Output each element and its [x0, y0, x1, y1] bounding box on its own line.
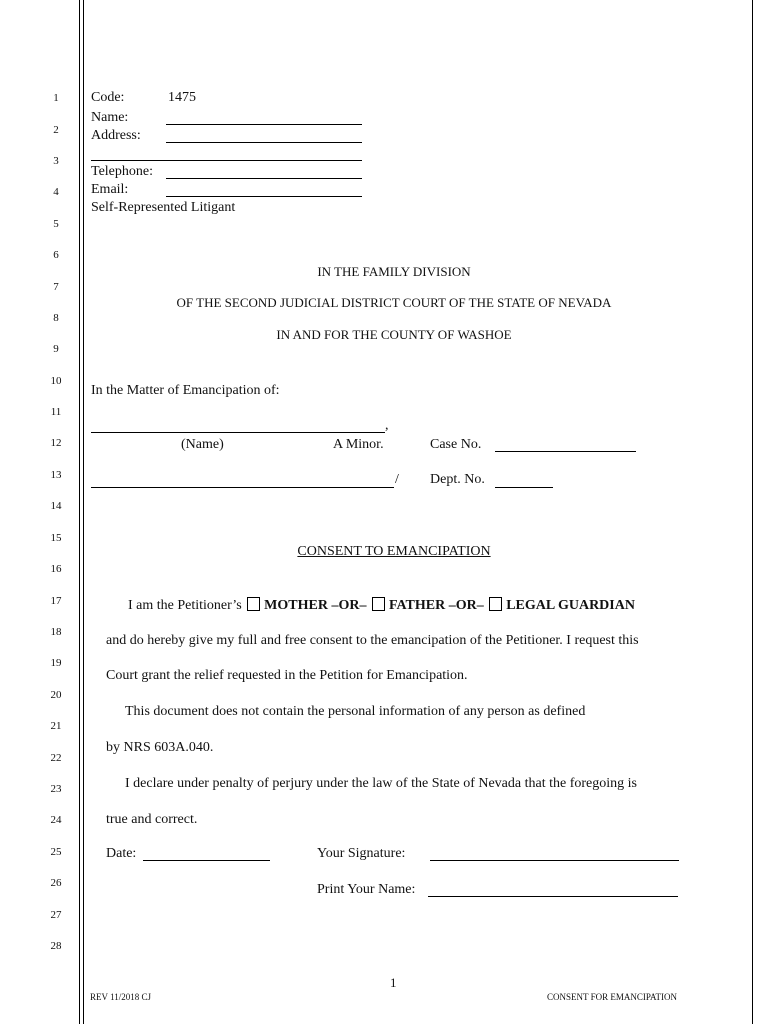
left-margin-rule-outer — [79, 0, 80, 1024]
dept-number-label: Dept. No. — [430, 472, 485, 487]
address-label: Address: — [91, 128, 141, 143]
address-field-line2[interactable] — [91, 160, 362, 161]
code-value: 1475 — [168, 90, 196, 105]
caption-slash: / — [395, 472, 399, 487]
petitioner-relationship-line — [128, 597, 635, 614]
signature-label: Your Signature: — [317, 846, 406, 861]
case-number-label: Case No. — [430, 437, 482, 452]
line-number: 24 — [50, 814, 62, 826]
line-number: 7 — [53, 281, 59, 293]
date-field[interactable] — [143, 860, 270, 861]
body-line-4: This document does not contain the personal information of any person as defined — [125, 704, 586, 719]
line-number: 18 — [50, 626, 62, 638]
line-number: 9 — [53, 343, 59, 355]
dept-number-field[interactable] — [495, 487, 553, 488]
email-label: Email: — [91, 182, 129, 197]
line-number: 10 — [50, 375, 62, 387]
name-caption-label: (Name) — [181, 437, 224, 452]
document-title-text: CONSENT TO EMANCIPATION — [297, 544, 491, 559]
court-line-2: OF THE SECOND JUDICIAL DISTRICT COURT OF THE STATE OF NEVADA — [176, 295, 612, 310]
line-number: 8 — [53, 312, 59, 324]
line-number: 26 — [50, 877, 62, 889]
caption-closing-line — [91, 487, 394, 488]
body-line-7: true and correct. — [106, 812, 198, 827]
page-number: 1 — [390, 975, 397, 990]
body-line-2: and do hereby give my full and free consent to the emancipation of the Petitioner. I request this — [106, 633, 639, 648]
line-number: 13 — [50, 469, 62, 481]
print-name-label: Print Your Name: — [317, 882, 416, 897]
line-number: 19 — [50, 657, 62, 669]
line-number: 28 — [50, 940, 62, 952]
body-line-6: I declare under penalty of perjury under the law of the State of Nevada that the foregoing is — [125, 776, 637, 791]
line-number: 17 — [50, 595, 62, 607]
revision-label: REV 11/2018 CJ — [90, 992, 152, 1002]
form-name-footer: CONSENT FOR EMANCIPATION — [547, 992, 678, 1002]
document-title — [94, 544, 694, 560]
right-margin-rule — [752, 0, 753, 1024]
litigant-label: Self-Represented Litigant — [91, 200, 236, 215]
line-number: 1 — [53, 92, 59, 104]
code-label: Code: — [91, 90, 125, 105]
telephone-field[interactable] — [166, 178, 362, 179]
matter-label: In the Matter of Emancipation of: — [91, 383, 280, 398]
minor-label: A Minor. — [333, 437, 384, 452]
line-number: 11 — [50, 406, 62, 418]
line-number: 5 — [53, 218, 59, 230]
body-line-3: Court grant the relief requested in the Petition for Emancipation. — [106, 668, 468, 683]
guardian-checkbox[interactable] — [489, 597, 502, 611]
line-number: 27 — [50, 909, 62, 921]
name-field[interactable] — [166, 124, 362, 125]
case-number-field[interactable] — [495, 451, 636, 452]
petitioner-intro: I am the Petitioner’s — [128, 598, 242, 613]
line-number: 6 — [53, 249, 59, 261]
address-field[interactable] — [166, 142, 362, 143]
left-margin-rule-inner — [83, 0, 84, 1024]
mother-checkbox[interactable] — [247, 597, 260, 611]
print-name-field[interactable] — [428, 896, 678, 897]
father-checkbox[interactable] — [372, 597, 385, 611]
name-label: Name: — [91, 110, 129, 125]
line-number: 3 — [53, 155, 59, 167]
line-number: 22 — [50, 752, 62, 764]
line-number: 25 — [50, 846, 62, 858]
line-number: 20 — [50, 689, 62, 701]
court-line-1: IN THE FAMILY DIVISION — [317, 264, 471, 279]
date-label: Date: — [106, 846, 137, 861]
email-field[interactable] — [166, 196, 362, 197]
father-option-label: FATHER –OR– — [388, 598, 484, 613]
line-number: 2 — [53, 124, 59, 136]
signature-field[interactable] — [430, 860, 679, 861]
line-number: 14 — [50, 500, 62, 512]
line-number: 21 — [50, 720, 62, 732]
line-number: 16 — [50, 563, 62, 575]
line-number: 23 — [50, 783, 62, 795]
body-line-5: by NRS 603A.040. — [106, 740, 214, 755]
guardian-option-label: LEGAL GUARDIAN — [506, 598, 635, 613]
line-number: 15 — [50, 532, 62, 544]
court-line-3: IN AND FOR THE COUNTY OF WASHOE — [276, 327, 512, 342]
telephone-label: Telephone: — [91, 164, 153, 179]
minor-name-field[interactable] — [91, 432, 385, 433]
line-number: 4 — [53, 186, 59, 198]
line-number: 12 — [50, 437, 62, 449]
mother-option-label: MOTHER –OR– — [264, 598, 367, 613]
caption-comma: , — [385, 418, 389, 433]
